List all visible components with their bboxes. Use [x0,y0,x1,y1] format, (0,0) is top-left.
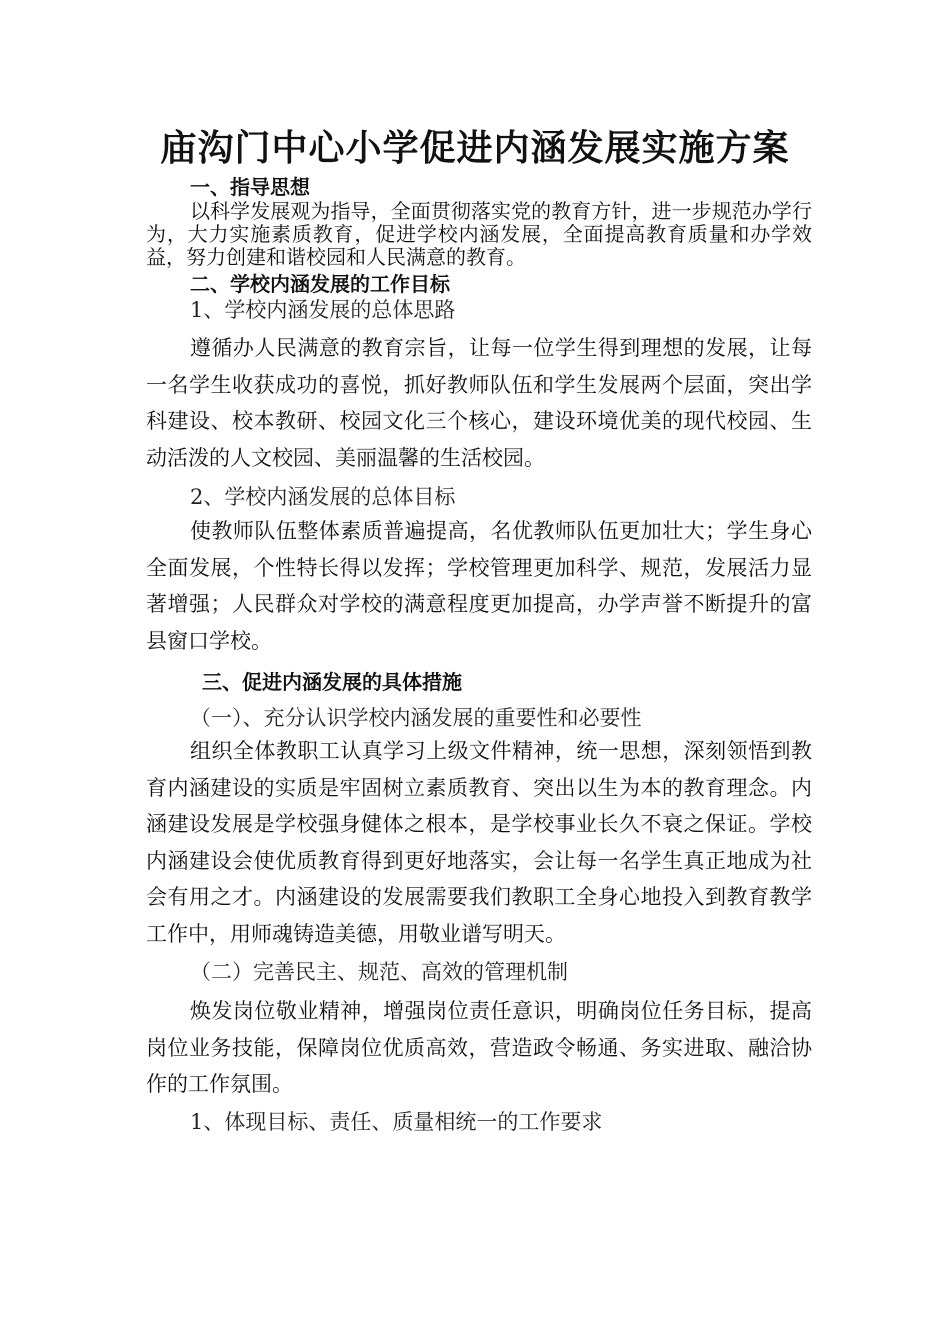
paragraph-overall-approach: 遵循办人民满意的教育宗旨，让每一位学生得到理想的发展，让每一名学生收获成功的喜悦，抓好教师队伍和学生发展两个层面，突出学科建设、校本教研、校园文化三个核心，建设环境优美的现代校园、生动活泼的人文校园、美丽温馨的生活校园。 [146,336,812,470]
subheading-work-requirements: 1、体现目标、责任、质量相统一的工作要求 [190,1110,603,1134]
subheading-overall-goals: 2、学校内涵发展的总体目标 [190,485,456,509]
paragraph-management-mechanism: 焕发岗位敬业精神，增强岗位责任意识，明确岗位任务目标，提高岗位业务技能，保障岗位优质高效，营造政令畅通、务实进取、融洽协作的工作氛围。 [146,999,812,1096]
subheading-overall-approach: 1、学校内涵发展的总体思路 [190,298,456,322]
subheading-management-mechanism: （二）完善民主、规范、高效的管理机制 [190,960,568,984]
subheading-importance: （一）、充分认识学校内涵发展的重要性和必要性 [190,706,642,730]
paragraph-importance: 组织全体教职工认真学习上级文件精神，统一思想，深刻领悟到教育内涵建设的实质是牢固树立素质教育、突出以生为本的教育理念。内涵建设发展是学校强身健体之根本，是学校事业长久不衰之保证。学校内涵建设会使优质教育得到更好地落实，会让每一名学生真正地成为社会有用之才。内涵建设的发展需要我们教职工全身心地投入到教育教学工作中，用师魂铸造美德，用敬业谱写明天。 [146,739,812,946]
section-heading-specific-measures: 三、促进内涵发展的具体措施 [202,670,462,694]
paragraph-overall-goals: 使教师队伍整体素质普遍提高，名优教师队伍更加壮大；学生身心全面发展，个性特长得以发挥；学校管理更加科学、规范，发展活力显著增强；人民群众对学校的满意程度更加提高，办学声誉不断提升的富县窗口学校。 [146,519,812,653]
section-heading-work-goals: 二、学校内涵发展的工作目标 [190,272,450,296]
paragraph-guiding-ideology: 以科学发展观为指导，全面贯彻落实党的教育方针，进一步规范办学行为，大力实施素质教育，促进学校内涵发展，全面提高教育质量和办学效益，努力创建和谐校园和人民满意的教育。 [146,199,812,269]
section-heading-guiding-ideology: 一、指导思想 [190,175,310,199]
document-title: 庙沟门中心小学促进内涵发展实施方案 [160,128,790,169]
